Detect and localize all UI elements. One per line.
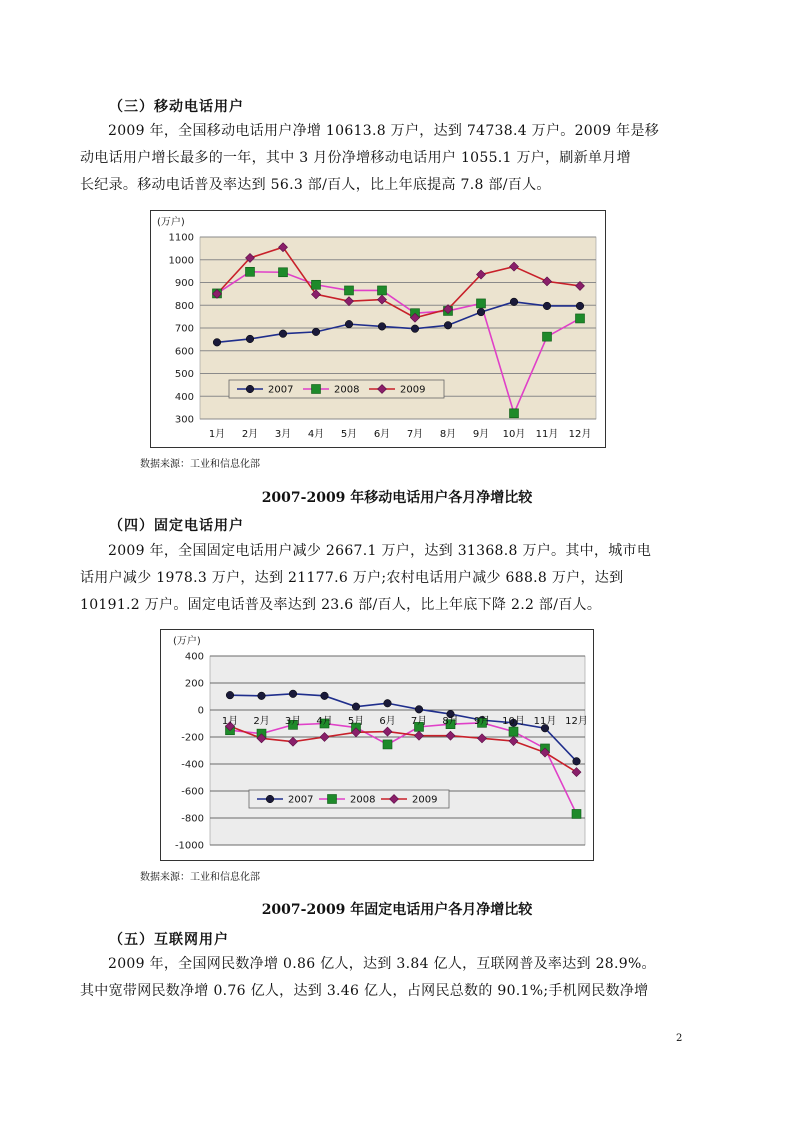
x-tick-label: 4月 [307, 429, 325, 440]
source-note-2: 数据来源：工业和信息化部 [140, 872, 260, 883]
chart1-caption: 2007-2009 年移动电话用户各月净增比较 [261, 490, 533, 506]
section5-paragraph [80, 951, 715, 1005]
x-tick-label: 1月 [221, 716, 239, 727]
data-point [246, 267, 255, 276]
y-tick-label: 0 [197, 705, 204, 717]
data-point [328, 795, 337, 804]
data-point [411, 325, 419, 333]
x-tick-label: 9月 [472, 429, 490, 440]
y-tick-label: -400 [181, 759, 204, 771]
x-tick-label: 9月 [473, 716, 491, 727]
section5-heading: （五）互联网用户 [109, 932, 229, 948]
paragraph-line: 10191.2 万户。固定电话普及率达到 23.6 部/百人，比上年底下降 2.2 部/百人。 [80, 597, 602, 613]
x-tick-label: 5月 [347, 716, 365, 727]
y-tick-label: 500 [174, 369, 194, 380]
y-tick-label: 800 [174, 300, 194, 312]
page-number: 2 [676, 1033, 683, 1044]
data-point [573, 758, 581, 766]
y-axis-unit-label: (万户) [173, 636, 201, 647]
y-tick-label: 600 [174, 346, 194, 358]
x-tick-label: 3月 [284, 716, 302, 727]
y-tick-label: 400 [184, 651, 204, 663]
data-point [572, 809, 581, 818]
data-point [378, 323, 386, 331]
data-point [345, 286, 354, 295]
plot-area [210, 656, 585, 845]
fixed-chart [161, 630, 593, 860]
chart2-caption: 2007-2009 年固定电话用户各月净增比较 [261, 902, 533, 918]
fixed-chart-frame [160, 629, 594, 861]
y-tick-label: 200 [184, 678, 204, 690]
y-tick-label: -800 [181, 813, 204, 825]
section4-paragraph [80, 538, 715, 619]
paragraph-line: 其中宽带网民数净增 0.76 亿人，达到 3.46 亿人，占网民总数的 90.1%;手机网民数净增 [80, 983, 649, 999]
x-tick-label: 7月 [410, 716, 428, 727]
data-point [543, 332, 552, 341]
data-point [352, 703, 360, 711]
x-tick-label: 11月 [533, 716, 557, 727]
x-tick-label: 3月 [274, 429, 292, 440]
y-tick-label: 300 [174, 414, 194, 426]
section3-heading: （三）移动电话用户 [109, 99, 244, 115]
x-tick-label: 12月 [568, 429, 592, 440]
data-point [543, 302, 551, 310]
data-point [378, 286, 387, 295]
legend-label-2009: 2009 [400, 384, 426, 396]
mobile-chart-frame [150, 210, 606, 448]
x-tick-label: 5月 [340, 429, 358, 440]
y-tick-label: -1000 [174, 840, 204, 852]
x-tick-label: 2月 [253, 716, 270, 727]
legend-label-2007: 2007 [288, 794, 314, 806]
data-point [279, 330, 287, 338]
data-point [289, 690, 297, 698]
data-point [258, 692, 266, 700]
x-tick-label: 10月 [502, 429, 526, 440]
paragraph-line: 2009 年，全国网民数净增 0.86 亿人，达到 3.84 亿人，互联网普及率达到 28.9%。 [108, 956, 656, 972]
data-point [415, 706, 423, 714]
x-tick-label: 6月 [373, 429, 391, 440]
data-point [345, 320, 353, 328]
source-note-1: 数据来源：工业和信息化部 [140, 459, 260, 470]
data-point [321, 692, 329, 700]
data-point [384, 699, 392, 707]
data-point [226, 691, 234, 699]
legend-label-2009: 2009 [412, 794, 438, 806]
data-point [509, 727, 518, 736]
data-point [246, 335, 254, 343]
y-axis-unit-label: (万户) [157, 217, 185, 228]
x-tick-label: 12月 [565, 716, 588, 727]
data-point [510, 409, 519, 418]
legend-label-2007: 2007 [268, 384, 294, 396]
mobile-chart [151, 211, 605, 447]
data-point [266, 795, 274, 803]
x-tick-label: 1月 [208, 429, 226, 440]
section4-heading: （四）固定电话用户 [109, 518, 244, 534]
x-tick-label: 8月 [442, 716, 459, 727]
data-point [444, 321, 452, 329]
data-point [246, 385, 254, 393]
paragraph-line: 2009 年，全国移动电话用户净增 10613.8 万户，达到 74738.4 万户。2009 年是移 [108, 123, 660, 139]
data-point [576, 314, 585, 323]
x-tick-label: 8月 [439, 429, 457, 440]
data-point [510, 298, 518, 306]
legend-label-2008: 2008 [334, 384, 360, 396]
y-tick-label: 1000 [168, 255, 194, 267]
legend [229, 380, 444, 398]
data-point [383, 740, 392, 749]
data-point [477, 299, 486, 308]
y-tick-label: -200 [181, 732, 204, 744]
paragraph-line: 2009 年，全国固定电话用户减少 2667.1 万户，达到 31368.8 万户。其中，城市电 [108, 543, 652, 559]
paragraph-line: 话用户减少 1978.3 万户，达到 21177.6 万户;农村电话用户减少 688.8 万户，达到 [80, 570, 624, 586]
data-point [213, 339, 221, 347]
paragraph-line: 动电话用户增长最多的一年，其中 3 月份净增移动电话用户 1055.1 万户，刷新单月增 [80, 150, 631, 166]
x-tick-label: 6月 [379, 716, 396, 727]
data-point [576, 302, 584, 310]
y-tick-label: 900 [174, 278, 194, 289]
x-tick-label: 10月 [502, 716, 525, 727]
x-tick-label: 2月 [241, 429, 259, 440]
y-tick-label: 1100 [168, 232, 194, 244]
data-point [477, 308, 485, 316]
x-tick-label: 4月 [316, 716, 333, 727]
y-tick-label: 700 [174, 323, 194, 335]
legend-label-2008: 2008 [350, 794, 376, 806]
x-tick-label: 7月 [406, 429, 424, 440]
y-tick-label: 400 [174, 391, 194, 403]
data-point [312, 280, 321, 289]
legend [249, 790, 449, 808]
data-point [312, 328, 320, 336]
x-tick-label: 11月 [535, 429, 559, 440]
section3-paragraph [80, 118, 715, 199]
paragraph-line: 长纪录。移动电话普及率达到 56.3 部/百人，比上年底提高 7.8 部/百人。 [80, 177, 551, 193]
y-tick-label: -600 [181, 786, 204, 798]
data-point [279, 268, 288, 277]
data-point [312, 385, 321, 394]
